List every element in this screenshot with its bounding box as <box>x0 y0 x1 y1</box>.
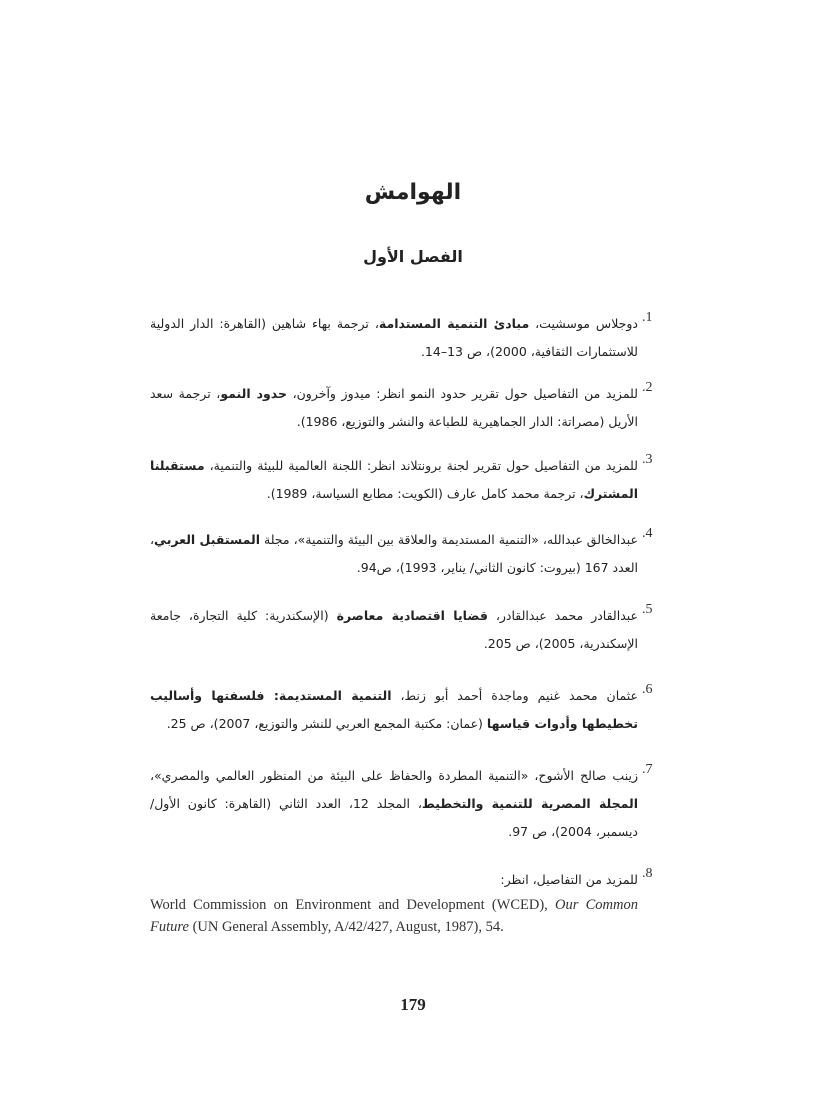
chapter-title: الفصل الأول <box>363 247 463 266</box>
note-6 <box>150 682 670 762</box>
note-text: زينب صالح الأشوح، «التنمية المطردة والحفاظ على البيئة من المنظور العالمي والمصري»، المجلة المصرية للتنمية والتخطيط، المجلد 12، العدد الثاني (القاهرة: كانون الأول/ ديسمبر، 2004)، ص 97. <box>150 768 639 839</box>
note-number: .1 <box>642 310 653 325</box>
note-8 <box>150 866 670 946</box>
note-number: .7 <box>642 762 653 777</box>
page-title: الهوامش <box>364 180 462 205</box>
note-7 <box>150 762 670 866</box>
notes-list <box>150 310 670 946</box>
note-1 <box>150 310 670 380</box>
note-text: للمزيد من التفاصيل حول تقرير حدود النمو انظر: ميدوز وآخرون، حدود النمو، ترجمة سعد الأريل (مصراتة: الدار الجماهيرية للطباعة والنشر والتوزيع، 1986). <box>150 386 638 429</box>
note-text: دوجلاس موسشيت، مبادئ التنمية المستدامة، ترجمة بهاء شاهين (القاهرة: الدار الدولية للاستثمارات الثقافية، 2000)، ص 13–14. <box>150 316 638 359</box>
note-number: .8 <box>642 866 653 881</box>
note-number: .4 <box>642 526 653 541</box>
note-number: .6 <box>642 682 653 697</box>
note-number: .3 <box>642 452 653 467</box>
note-text: للمزيد من التفاصيل حول تقرير لجنة برونتلاند انظر: اللجنة العالمية للبيئة والتنمية، مستقبلنا المشترك، ترجمة محمد كامل عارف (الكويت: مطابع السياسة، 1989). <box>150 458 638 501</box>
note-text: عبدالقادر محمد عبدالقادر، قضايا اقتصادية معاصرة (الإسكندرية: كلية التجارة، جامعة الإسكندرية، 2005)، ص 205. <box>150 608 638 651</box>
note-text: عثمان محمد غنيم وماجدة أحمد أبو زنط، التنمية المستديمة: فلسفتها وأساليب تخطيطها وأدوات قياسها (عمان: مكتبة المجمع العربي للنشر والتوزيع، 2007)، ص 25. <box>150 688 638 731</box>
note-3 <box>150 452 670 526</box>
note-4 <box>150 526 670 602</box>
note-number: .5 <box>642 602 653 617</box>
note-5 <box>150 602 670 682</box>
page-number: 179 <box>400 995 426 1014</box>
note-text: عبدالخالق عبدالله، «التنمية المستديمة والعلاقة بين البيئة والتنمية»، مجلة المستقبل العربي، العدد 167 (بيروت: كانون الثاني/ يناير، 1993)، ص94. <box>150 532 638 575</box>
note-text: للمزيد من التفاصيل، انظر: <box>500 872 638 887</box>
note-2 <box>150 380 670 452</box>
note-number: .2 <box>642 380 653 395</box>
note-reference-english: World Commission on Environment and Development (WCED), Our Common Future (UN General Assembly, A/42/427, August, 1987), 54. <box>150 897 638 935</box>
